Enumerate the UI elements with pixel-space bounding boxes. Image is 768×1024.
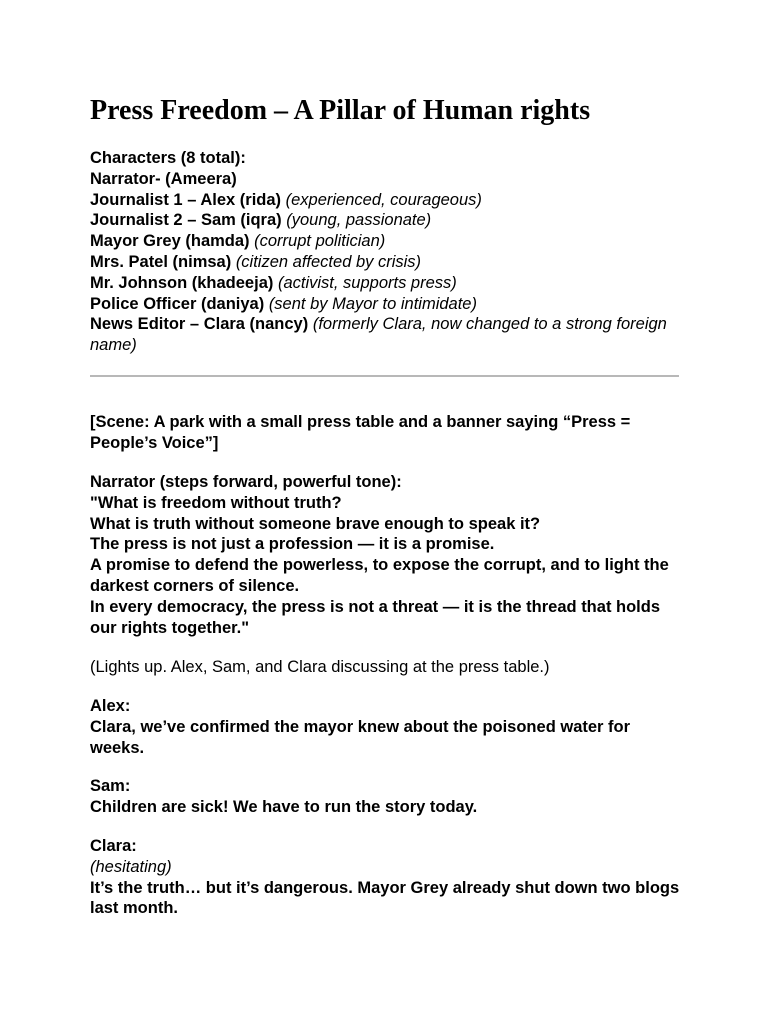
speaker-direction: (hesitating) <box>90 857 172 876</box>
scene-heading-block <box>90 412 682 454</box>
character-item <box>90 190 682 211</box>
character-name: Journalist 2 – Sam (iqra) <box>90 211 282 230</box>
scene-heading: [Scene: A park with a small press table and a banner saying “Press = People’s Voice”] <box>90 413 631 452</box>
characters-heading: Characters (8 total): <box>90 149 246 167</box>
character-name: Police Officer (daniya) <box>90 294 265 313</box>
character-note: (experienced, courageous) <box>285 190 482 209</box>
speaker-name: Sam: <box>90 777 131 795</box>
character-note: (citizen affected by crisis) <box>235 252 422 271</box>
speaker-name: Clara: <box>90 837 137 855</box>
character-item <box>90 273 682 294</box>
dialogue-line: Clara, we’ve confirmed the mayor knew about the poisoned water for weeks. <box>90 717 631 757</box>
character-list <box>90 148 682 356</box>
narrator-line: "What is freedom without truth? <box>90 493 342 512</box>
character-item <box>90 210 682 231</box>
character-note: (sent by Mayor to intimidate) <box>268 294 477 313</box>
dialogue-line: Children are sick! We have to run the story today. <box>90 797 478 816</box>
dialogue-line: It’s the truth… but it’s dangerous. Mayor Grey already shut down two blogs last month. <box>90 878 680 918</box>
character-item <box>90 231 682 252</box>
character-name: Mr. Johnson (khadeeja) <box>90 273 274 292</box>
dialogue-sam <box>90 776 682 818</box>
character-note: (activist, supports press) <box>277 273 457 292</box>
dialogue-clara <box>90 836 682 919</box>
character-item <box>90 294 682 315</box>
horizontal-divider <box>90 375 679 377</box>
stage-direction: (Lights up. Alex, Sam, and Clara discussing at the press table.) <box>90 658 550 676</box>
narrator-line: A promise to defend the powerless, to expose the corrupt, and to light the darkest corners of silence. <box>90 556 669 595</box>
narrator-line: What is truth without someone brave enough to speak it? <box>90 514 541 533</box>
character-name: News Editor – Clara (nancy) <box>90 315 309 334</box>
character-name: Journalist 1 – Alex (rida) <box>90 190 282 209</box>
narrator-block <box>90 472 682 638</box>
narrator-line: In every democracy, the press is not a threat — it is the thread that holds our rights together." <box>90 597 661 637</box>
stage-direction-block <box>90 657 682 678</box>
character-item <box>90 252 682 273</box>
narrator-line: The press is not just a profession — it is a promise. <box>90 535 495 554</box>
character-item <box>90 314 682 356</box>
page-title: Press Freedom – A Pillar of Human rights <box>90 95 591 126</box>
character-note: (formerly Clara, now changed to a strong foreign name) <box>90 315 667 355</box>
narrator-cue: Narrator (steps forward, powerful tone): <box>90 473 402 491</box>
character-note: (young, passionate) <box>286 211 432 230</box>
speaker-name: Alex: <box>90 697 131 715</box>
character-name: Mayor Grey (hamda) <box>90 232 250 251</box>
character-name: Mrs. Patel (nimsa) <box>90 252 232 271</box>
character-item <box>90 169 682 190</box>
character-note: (corrupt politician) <box>254 232 386 251</box>
character-name: Narrator- (Ameera) <box>90 169 237 188</box>
dialogue-alex <box>90 696 682 758</box>
